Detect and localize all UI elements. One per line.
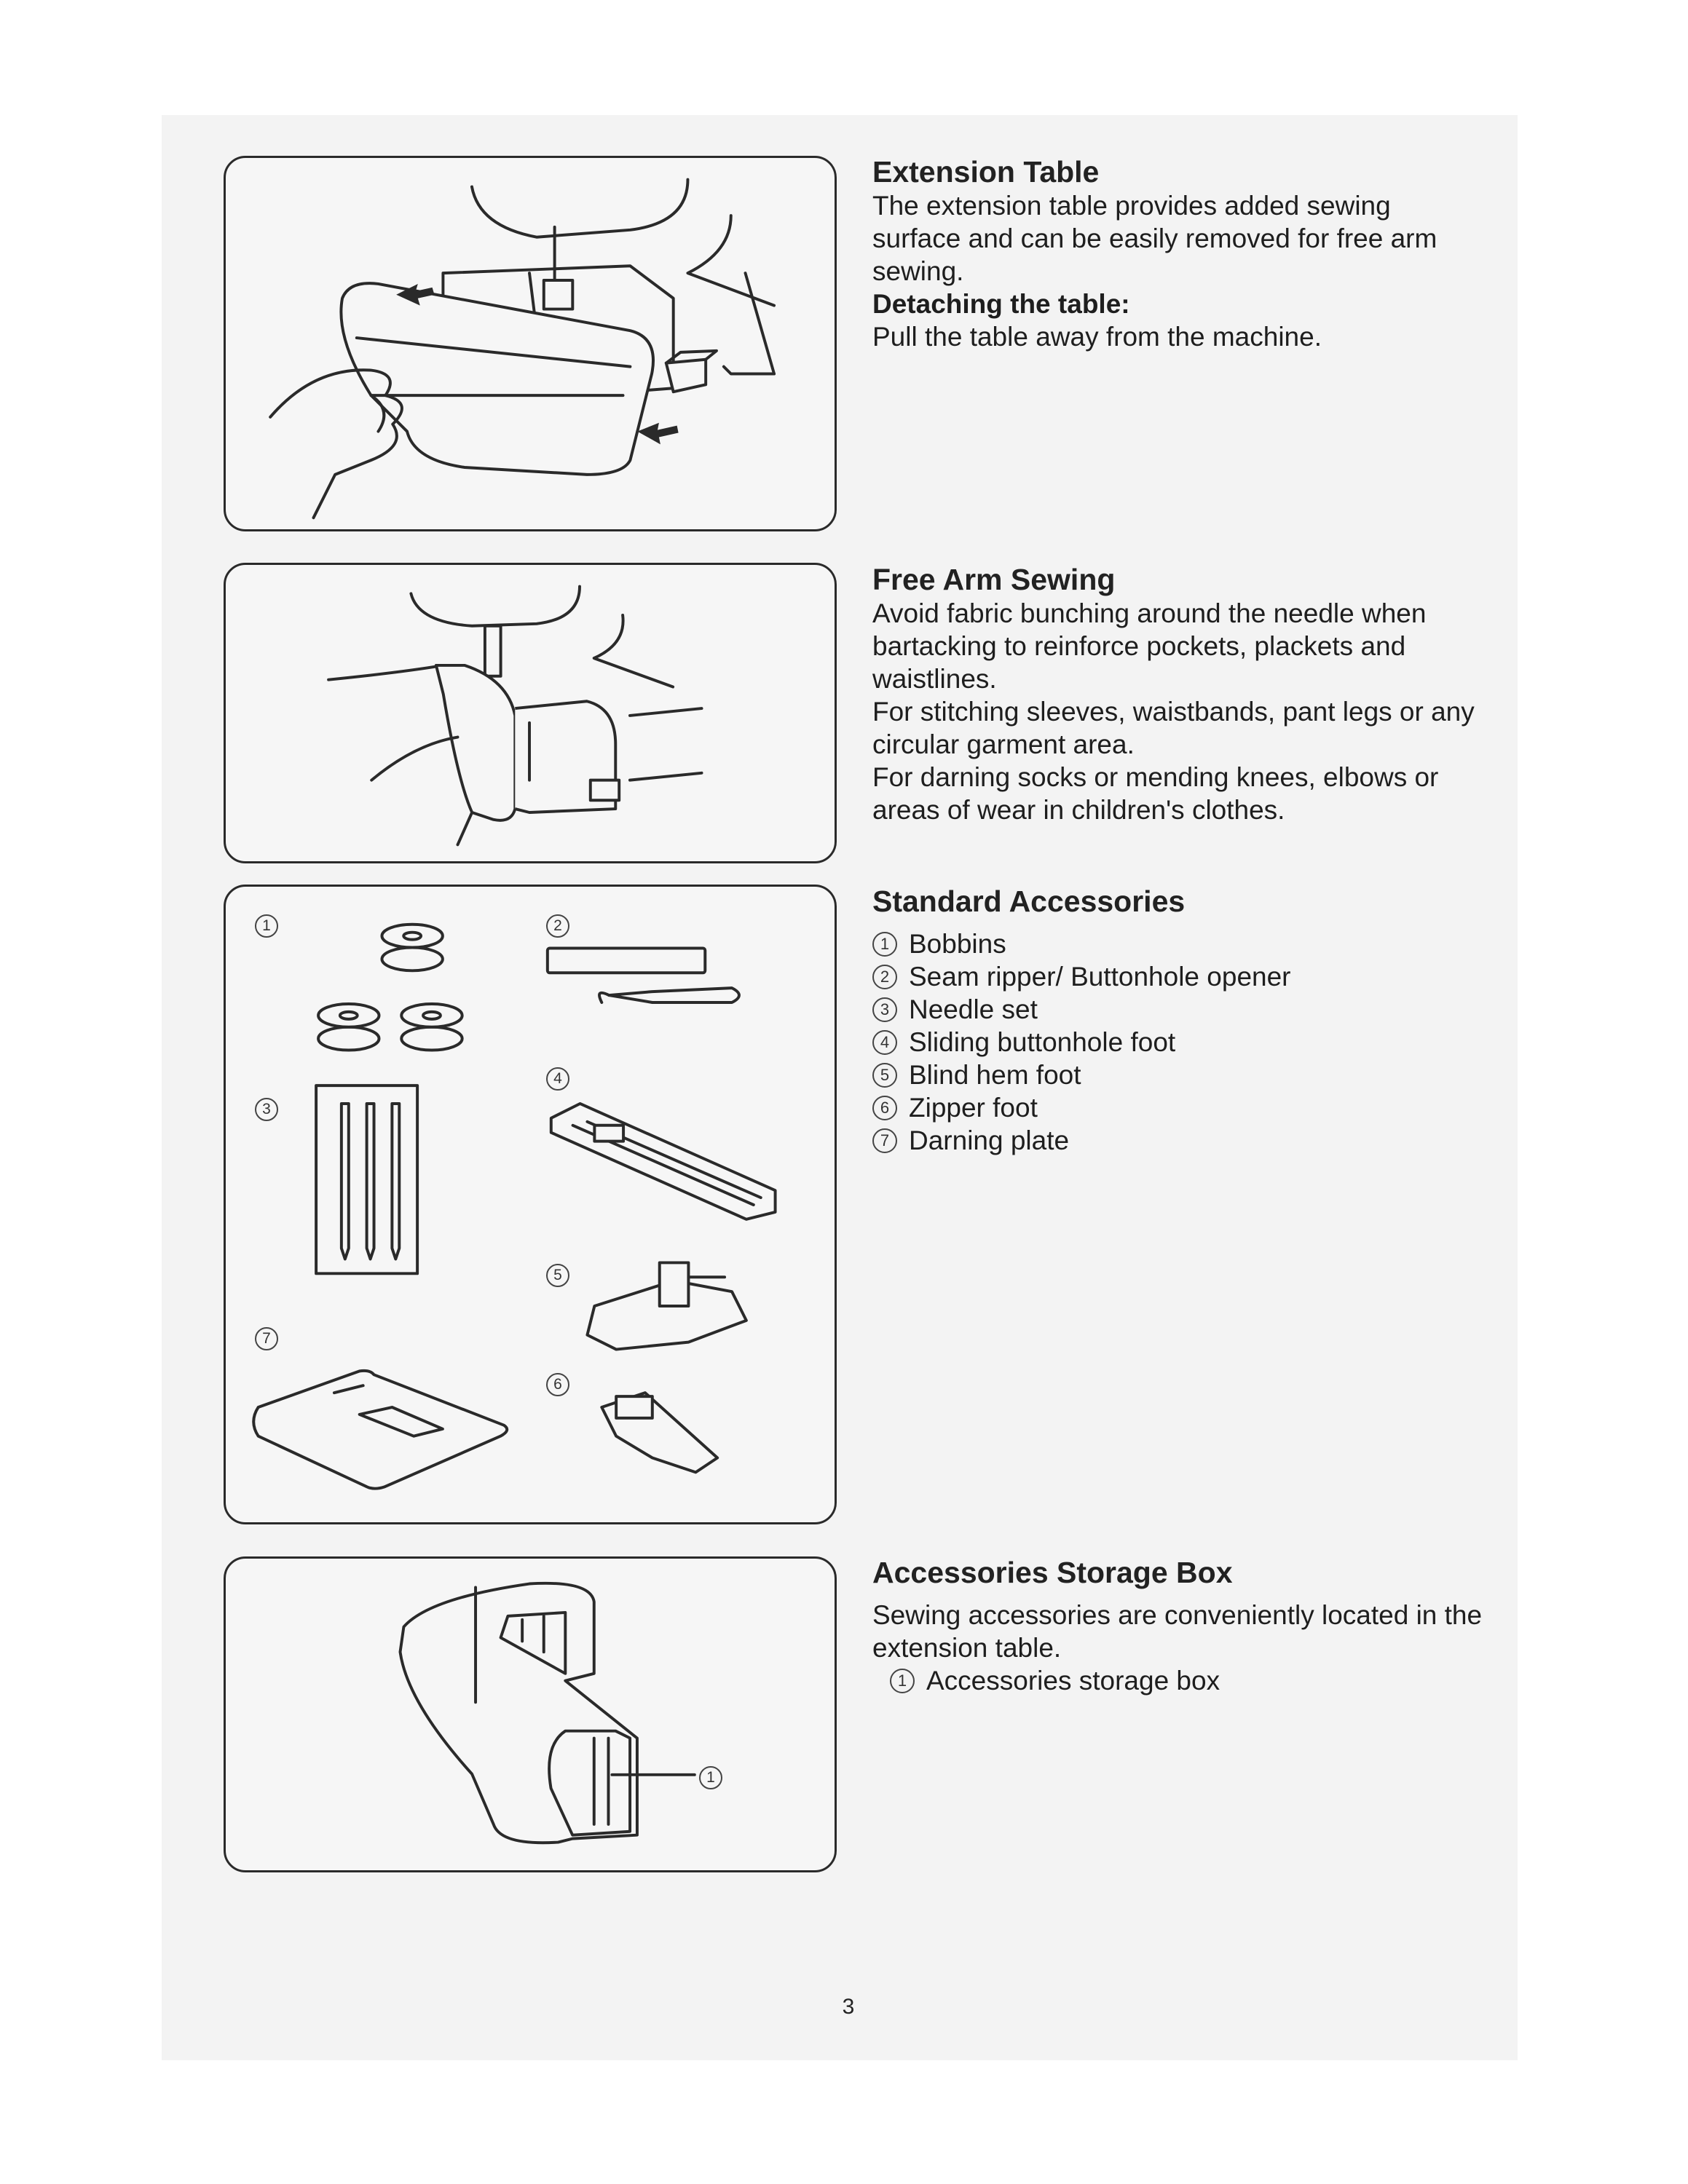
storage-box-illustration — [224, 1556, 837, 1872]
item-number: 2 — [872, 965, 897, 989]
blind-hem-foot-icon — [587, 1262, 746, 1349]
callout-3: 3 — [255, 1098, 278, 1121]
list-item — [872, 993, 1484, 1026]
section-title: Free Arm Sewing — [872, 563, 1116, 596]
standard-accessories-illustration — [224, 885, 837, 1524]
section-body: The extension table provides added sewing surface and can be easily removed for free arm sewing. — [872, 191, 1437, 286]
list-item — [872, 1091, 1484, 1124]
item-number: 1 — [872, 932, 897, 957]
bobbin-icon — [382, 925, 442, 971]
item-label: Bobbins — [909, 929, 1006, 959]
callout-1: 1 — [255, 914, 278, 938]
item-number: 6 — [872, 1096, 897, 1120]
list-item — [872, 1026, 1484, 1059]
section-title: Accessories Storage Box — [872, 1556, 1233, 1589]
item-number: 4 — [872, 1030, 897, 1055]
callout-2: 2 — [546, 914, 569, 938]
free-arm-section — [872, 562, 1484, 826]
item-label: Seam ripper/ Buttonhole opener — [909, 962, 1291, 992]
section-instruction: Pull the table away from the machine. — [872, 322, 1322, 352]
item-label: Zipper foot — [909, 1093, 1038, 1123]
list-item — [872, 1124, 1484, 1157]
callout-4: 4 — [546, 1067, 569, 1091]
item-number: 1 — [890, 1669, 915, 1693]
callout-6: 6 — [546, 1373, 569, 1396]
item-label: Accessories storage box — [926, 1666, 1220, 1696]
list-item — [872, 1059, 1484, 1091]
section-paragraph: For stitching sleeves, waistbands, pant legs or any circular garment area. — [872, 697, 1475, 759]
darning-plate-icon — [253, 1371, 507, 1489]
free-arm-drawing — [226, 565, 835, 861]
callout-1: 1 — [699, 1766, 722, 1789]
section-paragraph: Avoid fabric bunching around the needle when bartacking to reinforce pockets, plackets and waistlines. — [872, 598, 1427, 694]
section-title: Extension Table — [872, 155, 1100, 189]
list-item — [872, 927, 1484, 960]
section-body: Sewing accessories are conveniently located in the extension table. — [872, 1600, 1483, 1663]
callout-7: 7 — [255, 1327, 278, 1350]
zipper-foot-icon — [602, 1393, 717, 1472]
item-label: Sliding buttonhole foot — [909, 1027, 1176, 1057]
accessories-drawing — [226, 887, 835, 1522]
section-paragraph: For darning socks or mending knees, elbows or areas of wear in children's clothes. — [872, 762, 1439, 825]
section-title: Standard Accessories — [872, 885, 1186, 918]
extension-table-illustration — [224, 156, 837, 531]
extension-table-drawing — [226, 158, 835, 529]
page-number: 3 — [842, 1995, 855, 2019]
list-item — [872, 960, 1484, 993]
item-number: 3 — [872, 997, 897, 1022]
accessories-list — [872, 927, 1484, 1157]
item-number: 7 — [872, 1128, 897, 1153]
standard-accessories-section — [872, 884, 1484, 1157]
callout-5: 5 — [546, 1264, 569, 1287]
list-item — [890, 1664, 1484, 1697]
item-label: Darning plate — [909, 1125, 1070, 1155]
bobbin-icon — [318, 1004, 379, 1051]
extension-table-section — [872, 154, 1484, 353]
bobbin-icon — [401, 1004, 462, 1051]
sliding-buttonhole-foot-icon — [551, 1104, 776, 1219]
storage-box-section — [872, 1555, 1484, 1697]
storage-box-drawing — [226, 1559, 835, 1870]
needle-set-icon — [316, 1085, 417, 1273]
item-number: 5 — [872, 1063, 897, 1088]
free-arm-illustration — [224, 563, 837, 863]
item-label: Blind hem foot — [909, 1060, 1081, 1090]
item-label: Needle set — [909, 994, 1038, 1024]
section-subheading: Detaching the table: — [872, 289, 1130, 319]
seam-ripper-icon — [548, 949, 739, 1002]
